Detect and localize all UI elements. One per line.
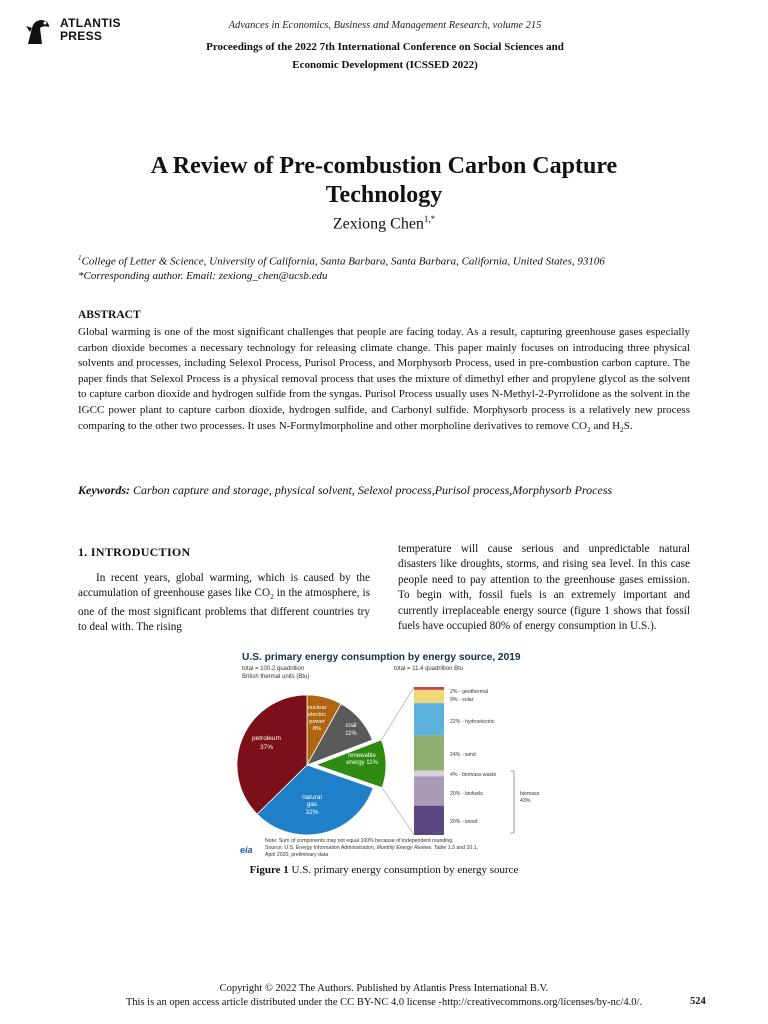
- intro-column-1: [78, 571, 370, 636]
- pie-value-nuclear: 8%: [312, 726, 322, 732]
- pie-label-coal: coal: [345, 723, 357, 729]
- pie-value-petroleum: 37%: [260, 744, 274, 751]
- chart-title: U.S. primary energy consumption by energy source, 2019: [242, 652, 521, 663]
- author-marks: 1,*: [423, 214, 436, 224]
- figure-source-2: April 2020, preliminary data: [265, 852, 329, 858]
- left-total-label: total = 100.2 quadrillion: [242, 666, 305, 672]
- keywords: [78, 482, 690, 498]
- pie-label-nuclear-2: electric: [307, 712, 327, 718]
- source-end: , Table 1.3 and 10.1,: [431, 845, 479, 851]
- intro-column-2: temperature will cause serious and unpredictable natural disasters like droughts, storms, and rising sea level. In this case people need to pay attention to the greenhouse gases emission. To begin with, fossil fuels is an extremely important and currently irreplaceable energy source (figure 1 shows that fossil fuels have occupied 80% of energy consumption in U.S.).: [398, 543, 690, 633]
- proceedings-line-1: Proceedings of the 2022 7th International Conference on Social Sciences and: [206, 41, 564, 53]
- bar-segment-geothermal: [414, 687, 444, 690]
- biomass-bracket: [510, 771, 514, 833]
- left-unit-label: British thermal units (Btu): [242, 674, 310, 680]
- right-total-label: total = 11.4 quadrillion Btu: [394, 666, 464, 672]
- leader-line-1: [381, 687, 414, 740]
- energy-chart: [232, 645, 542, 860]
- series-line: Advances in Economics, Business and Management Research, volume 215: [228, 20, 542, 31]
- figure-caption-text: U.S. primary energy consumption by energy source: [288, 864, 519, 876]
- bar-label-hydroelectric: 22% - hydroelectric: [450, 719, 495, 725]
- affiliation: [78, 251, 678, 269]
- bar-segment-solar: [414, 690, 444, 703]
- corresponding-author: *Corresponding author. Email: zexiong_chen@ucsb.edu: [78, 269, 328, 282]
- source-title: Monthly Energy Review: [376, 845, 432, 851]
- affiliation-mark: 1: [78, 254, 82, 262]
- bar-label-biomass-waste: 4% - biomass waste: [450, 772, 497, 778]
- proceedings-line-2: Economic Development (ICSSED 2022): [292, 59, 478, 71]
- bar-segment-wind: [414, 735, 444, 770]
- bar-label-wood: 20% - wood: [450, 819, 478, 825]
- abstract-sub: 2: [586, 424, 591, 434]
- figure-source-1: [265, 845, 478, 851]
- abstract-main: Global warming is one of the most significant challenges that people are facing today. As a result, capturing greenhouse gases especially carbon dioxide becomes a necessary technology for releasing climate change. This paper mainly focuses on introducing three physical solvents and processes, including Selexol Process, Purisol Process, and Morphysorb Process, used in pre-combustion carbon capture. The paper finds that Selexol Process is a physical removal process that uses the mixture of dimethyl ether and propylene glycol as the solvent to capture carbon dioxide and hydrogen sulfide from the syngas. Purisol Process usually uses N-Methyl-2-Pyrrolidone as the solvent in the IGCC power plant to capture carbon dioxide, hydrogen sulfide, and Carbonyl sulfide. Morphysorb process is a relatively new process comparing to the other two processes. It uses N-Formylmorpholine and other morpholine derivatives to remove CO: [78, 326, 690, 432]
- bar-segment-biofuels: [414, 776, 444, 805]
- title-line-2: Technology: [325, 182, 443, 208]
- paper-title: [100, 152, 668, 210]
- license-line: This is an open access article distributed under the CC BY-NC 4.0 license -http://creativecommons.org/licenses/by-nc/4.0/.: [125, 997, 643, 1008]
- pie-label-nuclear-3: power: [309, 719, 325, 725]
- footer-license: [90, 982, 678, 1010]
- bar-segment-hydroelectric: [414, 703, 444, 735]
- biomass-label-1: biomass: [520, 791, 540, 797]
- affiliation-block: [78, 251, 678, 283]
- figure-note: Note: Sum of components may not equal 100% because of independent rounding.: [265, 838, 454, 844]
- energy-figure: [232, 645, 542, 860]
- biomass-label-2: 43%: [520, 798, 531, 804]
- leader-line-2: [382, 788, 414, 835]
- author: [150, 214, 618, 233]
- source-text: Source: U.S. Energy Information Administration,: [265, 845, 377, 851]
- abstract-end: S.: [623, 419, 633, 432]
- pie-label-nuclear-1: nuclear: [307, 705, 327, 711]
- title-line-1: A Review of Pre-combustion Carbon Capture: [150, 153, 618, 179]
- pie-label-natural-gas-2: gas: [306, 801, 318, 808]
- bar-segment-biomass-waste: [414, 771, 444, 777]
- pie-label-natural-gas-1: natural: [302, 794, 322, 801]
- abstract-heading: ABSTRACT: [78, 309, 141, 321]
- page-number: 524: [690, 996, 706, 1007]
- keywords-text: Carbon capture and storage, physical solvent, Selexol process,Purisol process,Morphysorb Process: [130, 483, 613, 497]
- bar-label-geothermal: 2% - geothermal: [450, 689, 489, 695]
- affiliation-text: College of Letter & Science, University of California, Santa Barbara, Santa Barbara, California, United States, 93106: [81, 255, 605, 268]
- copyright-line: Copyright © 2022 The Authors. Published by Atlantis Press International B.V.: [219, 983, 549, 994]
- keywords-label: Keywords:: [78, 483, 130, 497]
- publisher-logo: [22, 14, 122, 48]
- bar-label-solar: 9% - solar: [450, 697, 474, 703]
- abstract-and: and H: [590, 419, 621, 432]
- abstract-text: [78, 325, 690, 437]
- bar-segment-wood: [414, 806, 444, 835]
- pie-label-petroleum: petroleum: [252, 735, 281, 742]
- renewable-breakdown-bar: [414, 687, 444, 835]
- section-heading-introduction: 1. INTRODUCTION: [78, 545, 191, 559]
- pie-value-coal: 11%: [345, 731, 357, 737]
- figure-caption: [150, 864, 618, 876]
- pie-label-renewable-2: energy 11%: [346, 760, 378, 766]
- eia-logo-icon: eia: [240, 845, 253, 855]
- intro-sub: 2: [270, 592, 274, 602]
- intro-text: in the atmosphere, is one of the most significant problems that different countries try to deal with. The rising: [78, 587, 370, 634]
- intro-text: In recent years, global warming, which is caused by the accumulation of greenhouse gases like CO: [78, 572, 370, 600]
- atlantis-logo-icon: [22, 14, 56, 48]
- figure-caption-label: Figure 1: [249, 864, 289, 876]
- author-name: Zexiong Chen: [332, 215, 424, 233]
- bar-label-wind: 24% - wind: [450, 752, 476, 758]
- logo-wordmark: ATLANTIS PRESS: [60, 16, 121, 43]
- pie-label-renewable-1: renewable: [348, 753, 376, 759]
- bar-label-biofuels: 20% - biofuels: [450, 791, 483, 797]
- abstract-sub: 2: [620, 424, 624, 434]
- pie-value-natural-gas: 32%: [305, 809, 319, 816]
